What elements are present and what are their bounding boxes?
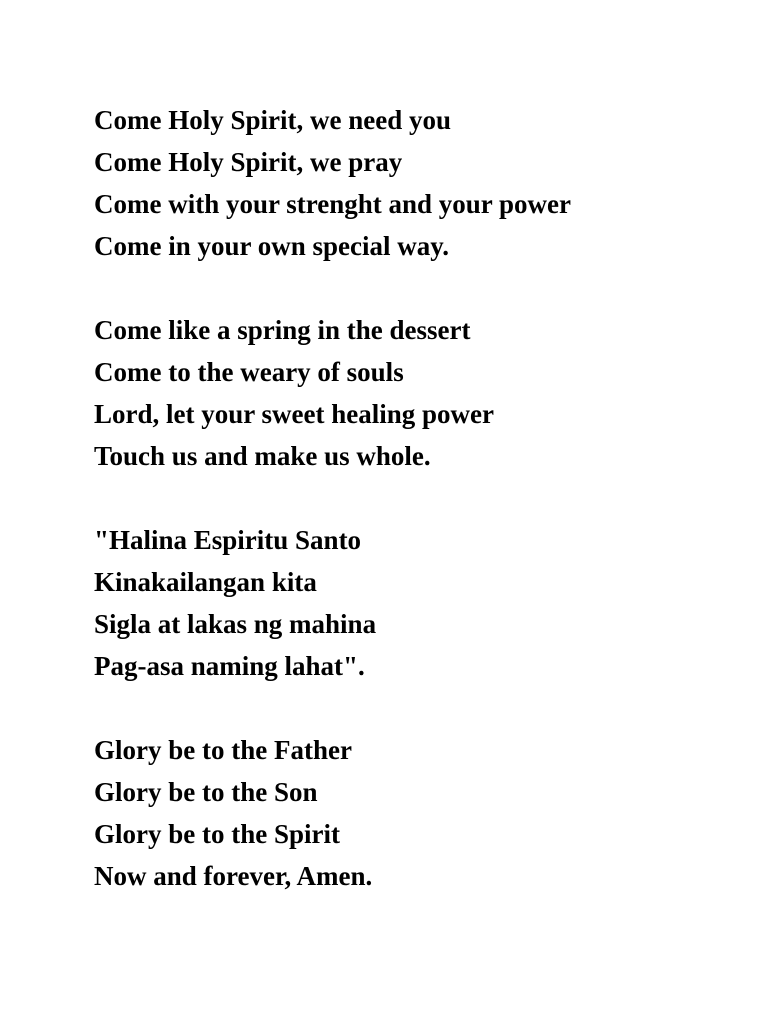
lyric-line: Touch us and make us whole. (94, 441, 431, 471)
lyric-line: Come to the weary of souls (94, 357, 404, 387)
lyric-line: Come with your strenght and your power (94, 189, 572, 219)
lyric-line: Glory be to the Father (94, 735, 352, 765)
document-page (94, 99, 734, 897)
stanza-1 (94, 99, 734, 267)
lyric-line: "Halina Espiritu Santo (94, 525, 362, 555)
lyric-line: Now and forever, Amen. (94, 861, 373, 891)
lyric-line: Come in your own special way. (94, 231, 450, 261)
stanza-3 (94, 519, 734, 687)
lyric-line: Sigla at lakas ng mahina (94, 609, 377, 639)
lyric-line: Come like a spring in the dessert (94, 315, 471, 345)
lyric-line: Glory be to the Spirit (94, 819, 340, 849)
lyric-line: Pag-asa naming lahat". (94, 651, 365, 681)
stanza-4 (94, 729, 734, 897)
lyric-line: Glory be to the Son (94, 777, 318, 807)
lyric-line: Come Holy Spirit, we need you (94, 105, 451, 135)
lyric-line: Come Holy Spirit, we pray (94, 147, 403, 177)
lyric-line: Lord, let your sweet healing power (94, 399, 494, 429)
lyric-line: Kinakailangan kita (94, 567, 317, 597)
stanza-2 (94, 309, 734, 477)
